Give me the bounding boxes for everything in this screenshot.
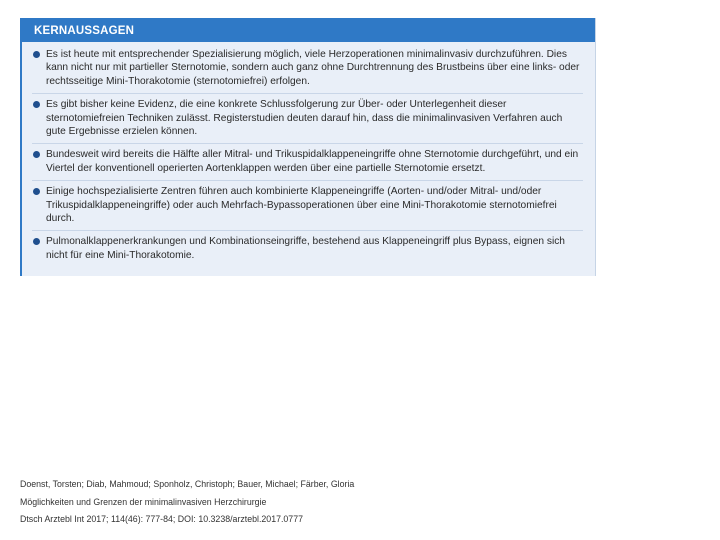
bullet-icon <box>33 101 40 108</box>
citation <box>20 476 354 529</box>
bullet-icon <box>33 151 40 158</box>
citation-title: Möglichkeiten und Grenzen der minimalinvasiven Herzchirurgie <box>20 496 267 507</box>
key-statements-list <box>22 42 595 267</box>
bullet-icon <box>33 188 40 195</box>
bullet-icon <box>33 51 40 58</box>
key-statements-box <box>20 18 596 276</box>
list-item <box>32 48 583 94</box>
list-item-text: Pulmonalklappenerkrankungen und Kombinationseingriffe, bestehend aus Klappeneingriff plus Bypass, eignen sich nicht für eine Mini-Thorakotomie. <box>46 236 565 261</box>
list-item <box>32 185 583 231</box>
box-title: KERNAUSSAGEN <box>22 18 595 42</box>
list-item-text: Einige hochspezialisierte Zentren führen auch kombinierte Klappeneingriffe (Aorten- und/oder Mitral- und/oder Trikuspidalklappeneingriffe) oder auch Mehrfach-Bypassoperationen über eine Mini-Thorakotomie sternotomiefrei durch. <box>46 186 557 225</box>
list-item <box>32 235 583 267</box>
citation-authors: Doenst, Torsten; Diab, Mahmoud; Sponholz, Christoph; Bauer, Michael; Färber, Gloria <box>20 479 355 489</box>
list-item <box>32 148 583 181</box>
list-item-text: Bundesweit wird bereits die Hälfte aller Mitral- und Trikuspidalklappeneingriffe ohne Sternotomie durchgeführt, und ein Viertel der konventionell operierten Aortenklappen werden über eine partielle Sternotomie ersetzt. <box>46 149 579 174</box>
list-item <box>32 98 583 144</box>
list-item-text: Es gibt bisher keine Evidenz, die eine konkrete Schlussfolgerung zur Über- oder Unterlegenheit dieser sternotomiefreien Techniken zulässt. Registerstudien deuten darauf hin, dass die minimalinvasiven Verfahren auch gute Ergebnisse erzielen können. <box>46 99 563 138</box>
list-item-text: Es ist heute mit entsprechender Spezialisierung möglich, viele Herzoperationen minimalinvasiv durchzuführen. Dies kann nicht nur mit partieller Sternotomie, sondern auch ganz ohne Durchtrennung des Brustbeins über eine links- oder rechtsseitige Mini-Thorakotomie (sternotomiefrei) erfolgen. <box>46 49 580 87</box>
citation-journal: Dtsch Arztebl Int 2017; 114(46): 777-84; DOI: 10.3238/arztebl.2017.0777 <box>20 514 303 524</box>
bullet-icon <box>33 238 40 245</box>
